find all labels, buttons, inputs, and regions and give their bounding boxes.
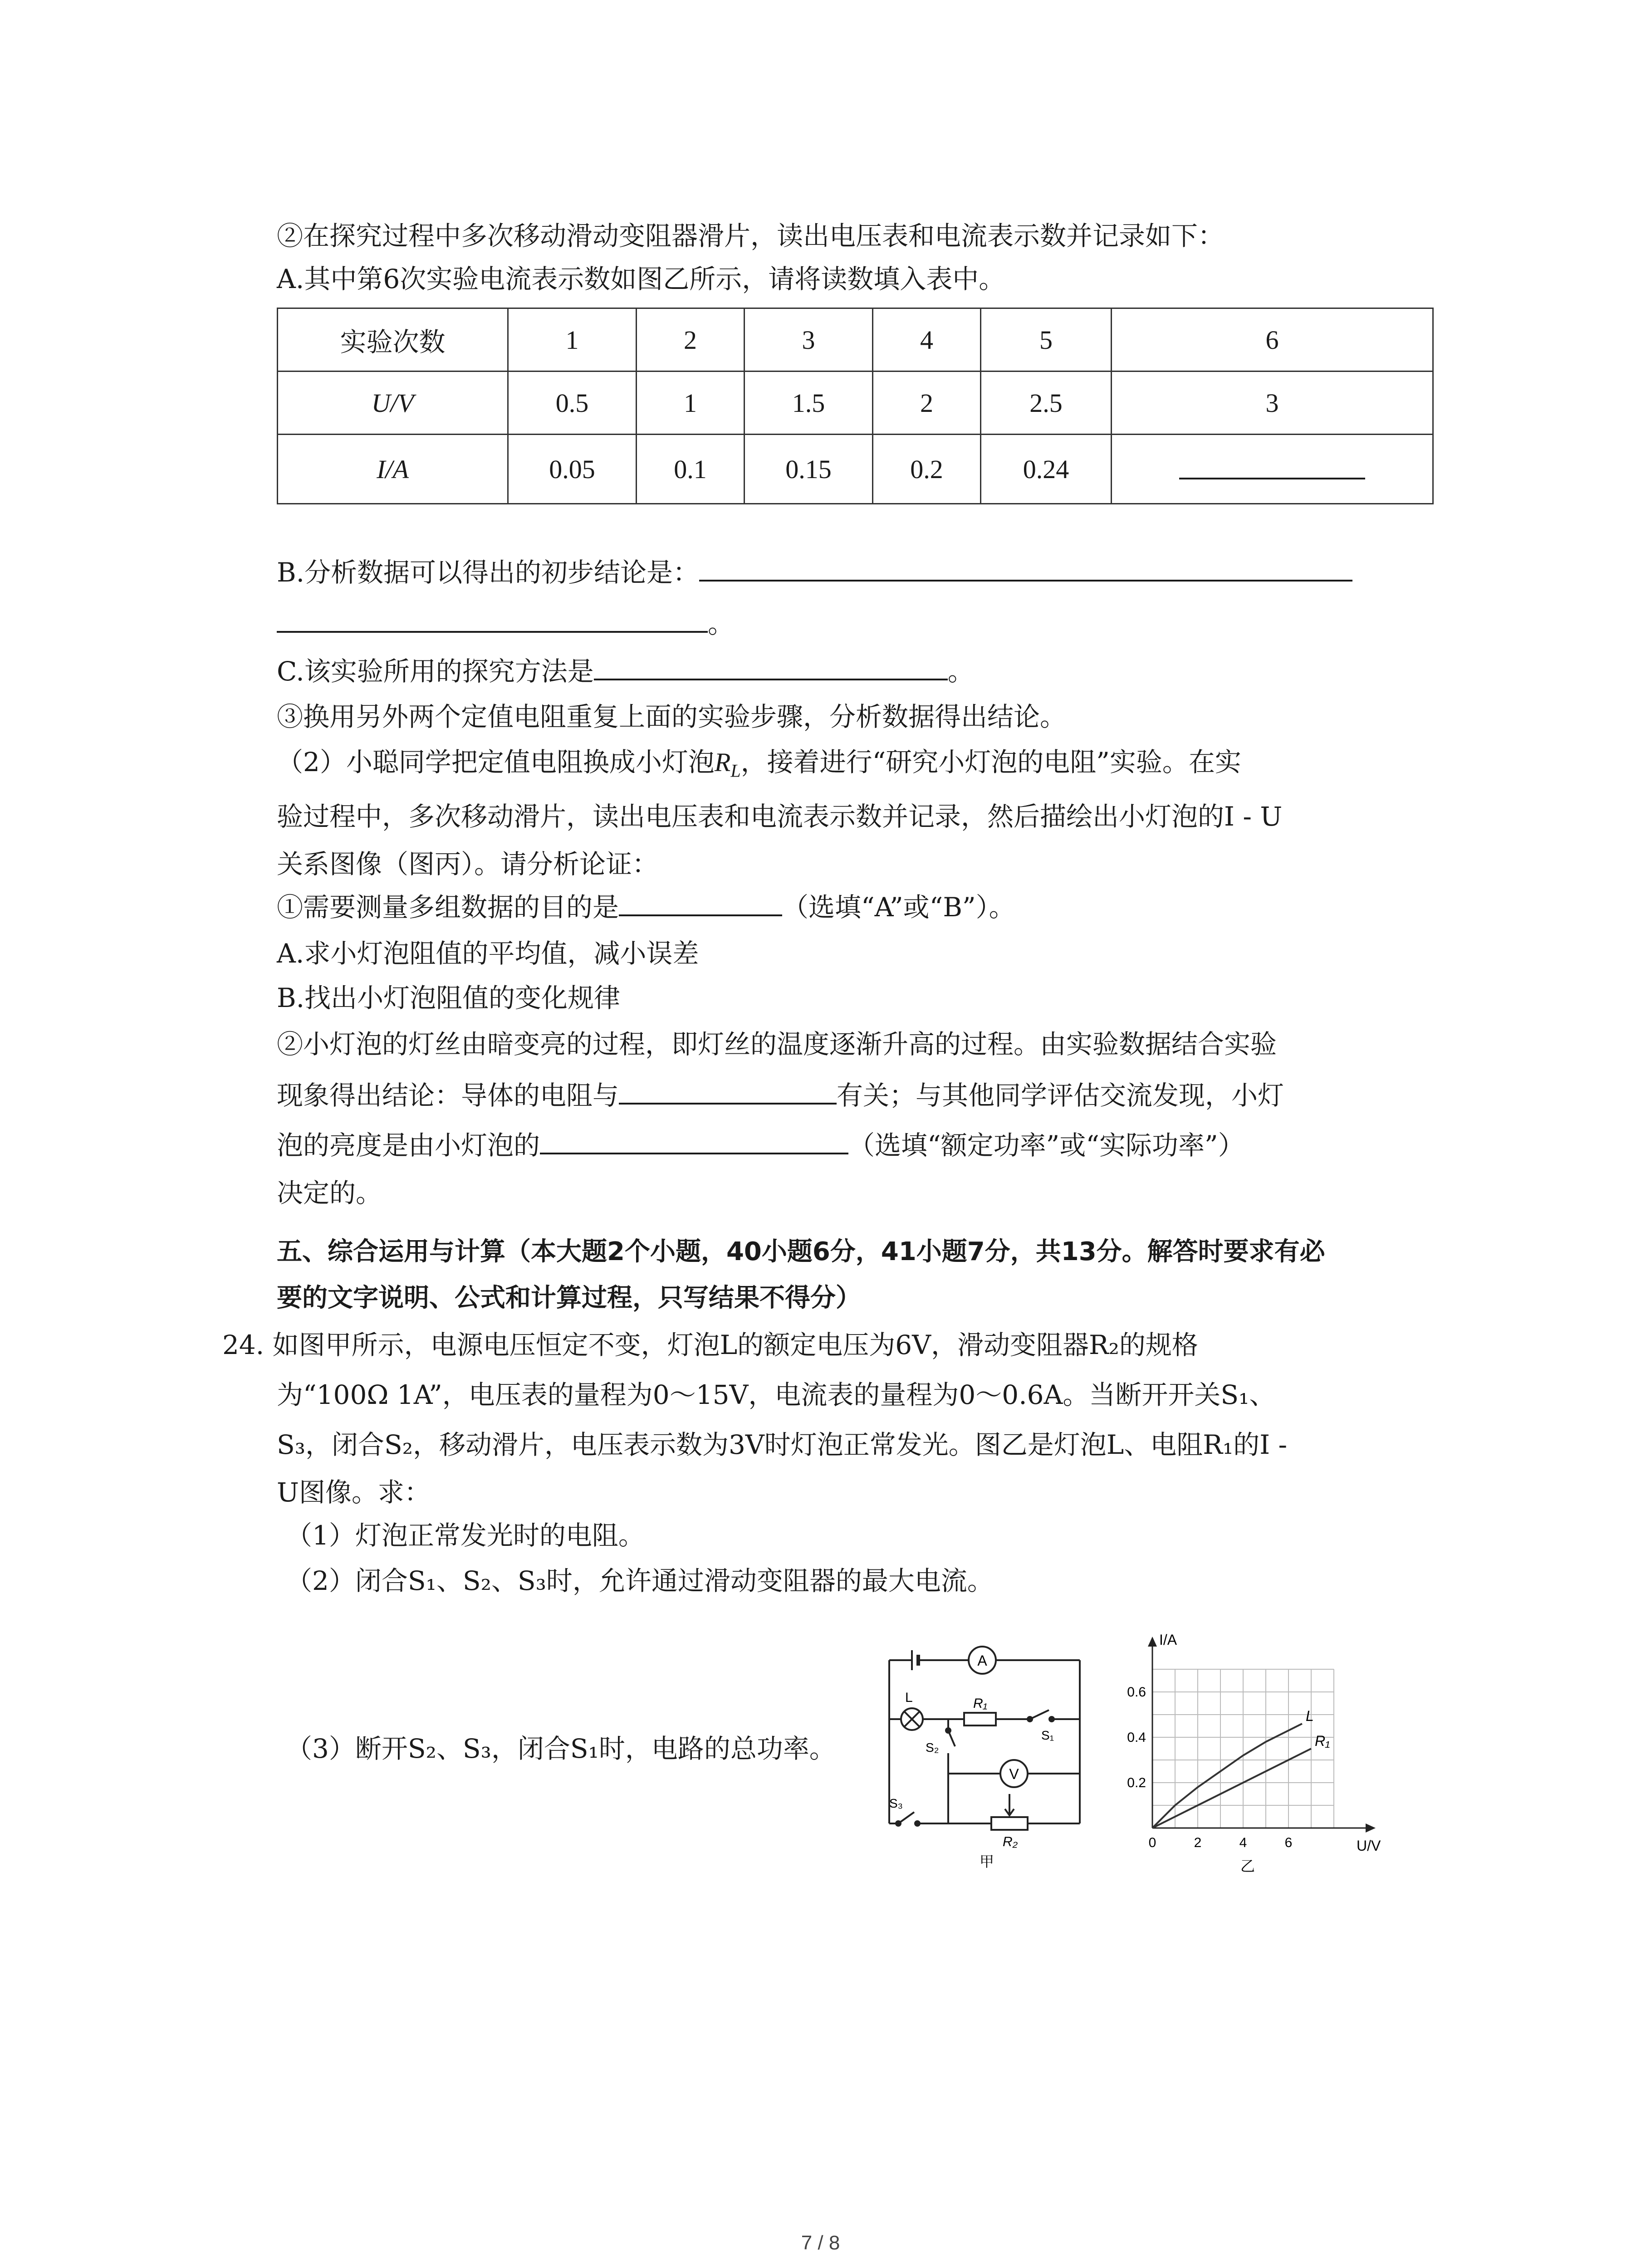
question-a: A.其中第6次实验电流表示数如图乙所示，请将读数填入表中。 [277, 264, 1005, 294]
question-b-end: 。 [708, 608, 735, 639]
table-cell: 0.05 [508, 435, 637, 504]
table-cell: 1 [508, 308, 637, 371]
r1-label: R₁ [973, 1696, 988, 1711]
part2-line2: 验过程中，多次移动滑片，读出电压表和电流表示数并记录，然后描绘出小灯泡的I - U [277, 801, 1283, 832]
s3-label: S₃ [889, 1796, 903, 1810]
q24-sub2: （2）闭合S₁、S₂、S₃时，允许通过滑动变阻器的最大电流。 [286, 1565, 994, 1596]
y-tick-label: 0.6 [1127, 1685, 1146, 1700]
q24-sub3: （3）断开S₂、S₃，闭合S₁时，电路的总功率。 [286, 1733, 836, 1764]
answer-blank-c[interactable] [594, 653, 948, 680]
x-tick-label: 4 [1239, 1835, 1247, 1850]
question-c-text: C.该实验所用的探究方法是 [277, 656, 594, 687]
y-axis-label: I/A [1159, 1632, 1177, 1648]
voltmeter-label: V [1009, 1766, 1019, 1782]
part2-q1-text: ①需要测量多组数据的目的是 [277, 892, 619, 923]
q24-sub1: （1）灯泡正常发光时的电阻。 [286, 1520, 645, 1551]
table-cell: 2 [873, 371, 981, 435]
lamp-label: L [905, 1690, 913, 1705]
table-row-header [278, 308, 1433, 371]
answer-cell[interactable] [1112, 435, 1433, 504]
part2-q2-line2-a: 现象得出结论：导体的电阻与 [277, 1080, 619, 1111]
table-cell: 1.5 [745, 371, 873, 435]
q24-line4: U图像。求： [277, 1477, 431, 1508]
answer-blank-p2q1[interactable] [619, 889, 782, 916]
table-cell: 2 [637, 308, 745, 371]
x-tick-label: 2 [1194, 1835, 1202, 1850]
table-cell: 3 [745, 308, 873, 371]
part2-line1-b: ，接着进行“研究小灯泡的电阻”实验。在实 [740, 747, 1241, 777]
part2-line3: 关系图像（图丙）。请分析论证： [277, 849, 659, 880]
answer-blank-b2[interactable] [277, 606, 708, 633]
part2-q2-line2 [277, 1077, 1284, 1114]
part2-q2-line2-b: 有关；与其他同学评估交流发现，小灯 [837, 1080, 1284, 1111]
table-cell: 0.24 [981, 435, 1112, 504]
option-b: B.找出小灯泡阻值的变化规律 [277, 982, 621, 1013]
y-tick-label: 0.4 [1127, 1730, 1146, 1745]
table-cell: 0.5 [508, 371, 637, 435]
table-cell: 3 [1112, 371, 1433, 435]
answer-blank-b1[interactable] [699, 554, 1352, 582]
table-cell: 0.1 [637, 435, 745, 504]
series-line-r1 [1152, 1749, 1311, 1828]
part2-q2-line4: 决定的。 [277, 1178, 382, 1208]
part2-q2-line3-b: （选填“额定功率”或“实际功率”） [848, 1130, 1244, 1161]
part2-q2-line3-a: 泡的亮度是由小灯泡的 [277, 1130, 540, 1161]
answer-blank[interactable] [1179, 452, 1365, 479]
page-number: 7 / 8 [801, 2232, 840, 2254]
table-cell: 6 [1112, 308, 1433, 371]
question-b-cont [277, 606, 734, 642]
q2-intro: ②在探究过程中多次移动滑动变阻器滑片，读出电压表和电流表示数并记录如下： [277, 220, 1225, 251]
part2-line1 [277, 744, 1241, 789]
table-cell: 0.2 [873, 435, 981, 504]
ammeter-label: A [977, 1652, 987, 1669]
q24-line2: 为“100Ω 1A”，电压表的量程为0～15V，电流表的量程为0～0.6A。当断开开关S₁、 [277, 1379, 1276, 1410]
part2-line1-a: （2）小聪同学把定值电阻换成小灯泡 [277, 747, 715, 777]
series-label: R₁ [1315, 1733, 1330, 1749]
y-tick-label: 0.2 [1127, 1775, 1146, 1790]
table-cell: 4 [873, 308, 981, 371]
s2-label: S₂ [926, 1740, 939, 1755]
q24-line1: 24. 如图甲所示，电源电压恒定不变，灯泡L的额定电压为6V，滑动变阻器R₂的规格 [222, 1330, 1198, 1360]
table-row-u [278, 371, 1433, 435]
answer-blank-p2q2b[interactable] [540, 1127, 848, 1154]
s1-label: S₁ [1041, 1728, 1054, 1742]
table-cell: 5 [981, 308, 1112, 371]
x-tick-label: 0 [1148, 1835, 1156, 1850]
x-tick-label: 6 [1284, 1835, 1293, 1850]
circuit-diagram [880, 1633, 1098, 1869]
circuit-caption: 甲 [979, 1853, 994, 1869]
part2-q2-line1: ②小灯泡的灯丝由暗变亮的过程，即灯丝的温度逐渐升高的过程。由实验数据结合实验 [277, 1029, 1277, 1060]
table-cell: I/A [278, 435, 508, 504]
x-axis-label: U/V [1357, 1838, 1381, 1854]
answer-blank-p2q2a[interactable] [619, 1077, 837, 1105]
iu-graph [1102, 1628, 1402, 1873]
question-c [277, 653, 974, 689]
table-row-i [278, 435, 1433, 504]
question-b [277, 554, 1352, 591]
part2-q1-hint: （选填“A”或“B”）。 [782, 892, 1015, 923]
question-c-end: 。 [947, 656, 974, 687]
r2-label: R₂ [1003, 1834, 1018, 1849]
q24-line3: S₃，闭合S₂，移动滑片，电压表示数为3V时灯泡正常发光。图乙是灯泡L、电阻R₁的I - [277, 1429, 1288, 1460]
section5-heading-1: 五、综合运用与计算（本大题2个小题，40小题6分，41小题7分，共13分。解答时要求有必 [277, 1237, 1325, 1266]
series-label: L [1306, 1708, 1314, 1724]
table-cell: 1 [637, 371, 745, 435]
part2-q2-line3 [277, 1127, 1244, 1163]
question-3: ③换用另外两个定值电阻重复上面的实验步骤，分析数据得出结论。 [277, 701, 1067, 732]
question-b-text: B.分析数据可以得出的初步结论是： [277, 557, 700, 588]
part2-q1 [277, 889, 1015, 925]
data-table [277, 308, 1434, 504]
option-a: A.求小灯泡阻值的平均值，减小误差 [277, 938, 699, 969]
section5-heading-2: 要的文字说明、公式和计算过程，只写结果不得分） [277, 1283, 861, 1313]
graph-caption: 乙 [1240, 1858, 1255, 1873]
table-cell: 2.5 [981, 371, 1112, 435]
table-cell: 0.15 [745, 435, 873, 504]
symbol-rl: $R_L$ [714, 748, 741, 781]
table-cell: 实验次数 [278, 308, 508, 371]
table-cell: U/V [278, 371, 508, 435]
